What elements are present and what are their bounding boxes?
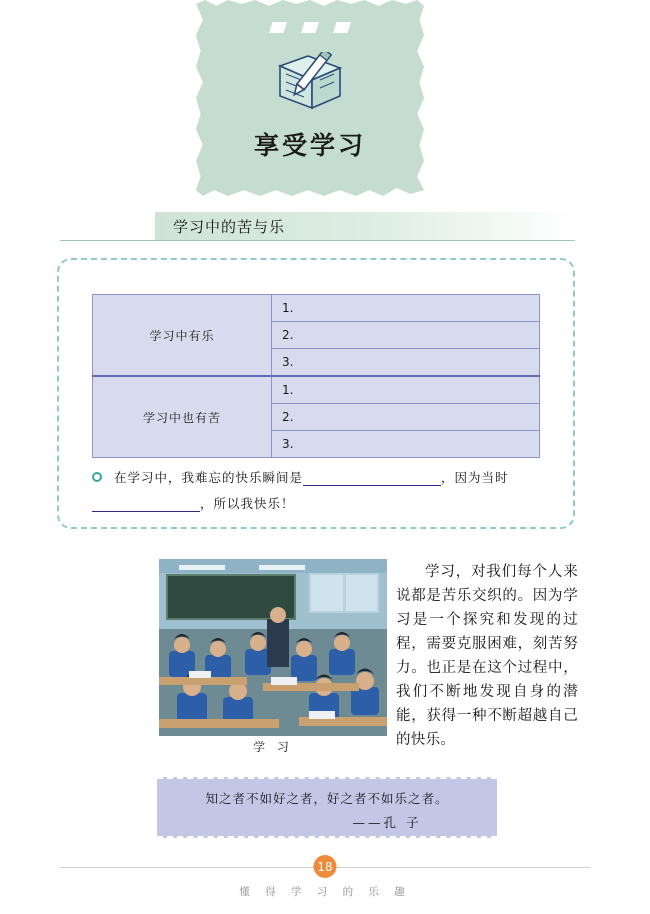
classroom-students-photo xyxy=(159,559,387,736)
table-cell[interactable]: 1. xyxy=(272,376,540,404)
quote-text: 知之者不如好之者，好之者不如乐之者。 xyxy=(205,791,449,806)
quote-author: ——孔 子 xyxy=(352,815,422,830)
table-row xyxy=(93,295,540,322)
table-cell[interactable]: 3. xyxy=(272,431,540,458)
quote-box xyxy=(157,777,497,838)
photo-image xyxy=(159,559,387,736)
activity-table xyxy=(92,294,540,458)
fill-in-blank-1[interactable] xyxy=(303,472,441,486)
circle-bullet-icon xyxy=(92,472,102,482)
section-divider xyxy=(60,240,575,241)
fill-in-suffix: ，因为当时 xyxy=(441,470,509,485)
photo-caption: 学 习 xyxy=(253,740,293,754)
fill-in-line-2 xyxy=(92,494,532,512)
notch-shape xyxy=(301,22,319,33)
banner-notch-decoration xyxy=(196,22,424,36)
table-row xyxy=(93,376,540,404)
chapter-banner xyxy=(196,0,424,196)
table-cell[interactable]: 3. xyxy=(272,349,540,377)
book-pencil-icon xyxy=(274,52,346,114)
fill-in-suffix-2: ，所以我快乐！ xyxy=(200,496,295,511)
footer-running-title: 懂 得 学 习 的 乐 趣 xyxy=(239,886,411,898)
chapter-title: 享受学习 xyxy=(253,131,366,160)
table-row-label: 学习中也有苦 xyxy=(93,376,272,458)
body-paragraph: 学习，对我们每个人来说都是苦乐交织的。因为学习是一个探究和发现的过程，需要克服困难，刻苦努力。也正是在这个过程中，我们不断地发现自身的潜能，获得一种不断超越自己的快乐。 xyxy=(396,564,578,748)
section-heading-label: 学习中的苦与乐 xyxy=(173,217,286,236)
table-cell[interactable]: 2. xyxy=(272,322,540,349)
notch-shape xyxy=(269,22,287,33)
fill-in-prefix: 在学习中，我难忘的快乐瞬间是 xyxy=(114,470,304,485)
page-number-badge: 18 xyxy=(314,855,337,878)
notch-shape xyxy=(333,22,351,33)
table-cell[interactable]: 2. xyxy=(272,404,540,431)
table-row-label: 学习中有乐 xyxy=(93,295,272,377)
section-heading-bar xyxy=(155,212,575,240)
fill-in-line-1 xyxy=(114,468,554,486)
fill-in-blank-2[interactable] xyxy=(92,498,200,512)
table-cell[interactable]: 1. xyxy=(272,295,540,322)
